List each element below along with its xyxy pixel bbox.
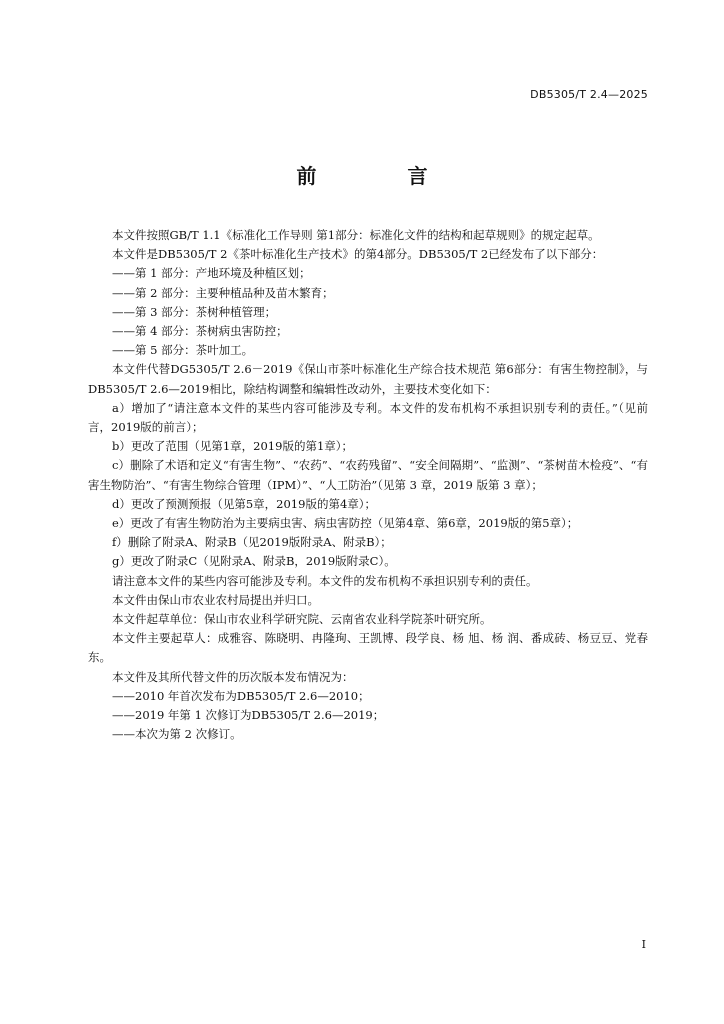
- change-item-g: g）更改了附录C（见附录A、附录B，2019版附录C）。: [112, 554, 396, 569]
- paragraph-series-intro: 本文件是DB5305/T 2《茶叶标准化生产技术》的第4部分。DB5305/T 2已经发布了以下部分：: [112, 247, 604, 262]
- paragraph-version-history: 本文件及其所代替文件的历次版本发布情况为：: [112, 669, 354, 684]
- document-code: DB5305/T 2.4—2025: [530, 88, 648, 101]
- change-item-f: f）删除了附录A、附录B（见2019版附录A、附录B）；: [112, 535, 392, 550]
- change-item-d: d）更改了预测预报（见第5章，2019版的第4章）；: [112, 496, 377, 511]
- paragraph-replacement: 本文件代替DG5305/T 2.6－2019《保山市茶叶标准化生产综合技术规范 第6部分：有害生物控制》，与DB5305/T 2.6—2019相比，除结构调整和编辑性改动外，主要技术变化如下：: [88, 362, 648, 396]
- list-item-part-1: ——第 1 部分：产地环境及种植区划；: [112, 266, 311, 281]
- history-item-2019: ——2019 年第 1 次修订为DB5305/T 2.6—2019；: [112, 708, 385, 723]
- foreword-body: [88, 226, 648, 744]
- page-number: I: [641, 938, 646, 951]
- change-item-c: c）删除了术语和定义“有害生物”、“农药”、“农药残留”、“安全间隔期”、“监测”、“茶树苗木检疫”、“有害生物防治”、“有害生物综合管理（IPM）”、“人工防治”（见第 3 章，2019 版第 3 章）；: [88, 458, 648, 492]
- change-item-a: a）增加了“请注意本文件的某些内容可能涉及专利。本文件的发布机构不承担识别专利的责任。”（见前言，2019版的前言）；: [88, 400, 648, 435]
- list-item-part-5: ——第 5 部分：茶叶加工。: [112, 343, 254, 358]
- paragraph-patent-notice: 请注意本文件的某些内容可能涉及专利。本文件的发布机构不承担识别专利的责任。: [112, 573, 538, 588]
- history-item-2010: ——2010 年首次发布为DB5305/T 2.6—2010；: [112, 688, 370, 703]
- paragraph-proposer: 本文件由保山市农业农村局提出并归口。: [112, 592, 319, 607]
- list-item-part-2: ——第 2 部分：主要种植品种及苗木繁育；: [112, 285, 334, 300]
- paragraph-drafting-rules: 本文件按照GB/T 1.1《标准化工作导则 第1部分：标准化文件的结构和起草规则》的规定起草。: [112, 228, 600, 242]
- paragraph-drafters: 本文件主要起草人：成雅容、陈晓明、冉隆珣、王凯博、段学良、杨 旭、杨 润、番成砖、杨豆豆、党春东。: [88, 631, 648, 665]
- list-item-part-3: ——第 3 部分：茶树种植管理；: [112, 304, 277, 319]
- history-item-current: ——本次为第 2 次修订。: [112, 727, 242, 742]
- list-item-part-4: ——第 4 部分：茶树病虫害防控；: [112, 324, 288, 339]
- page-title: 前 言: [296, 164, 470, 188]
- paragraph-drafting-units: 本文件起草单位：保山市农业科学研究院、云南省农业科学院茶叶研究所。: [112, 612, 492, 627]
- change-item-e: e）更改了有害生物防治为主要病虫害、病虫害防控（见第4章、第6章，2019版的第5章）；: [112, 516, 579, 531]
- change-item-b: b）更改了范围（见第1章，2019版的第1章）；: [112, 439, 354, 454]
